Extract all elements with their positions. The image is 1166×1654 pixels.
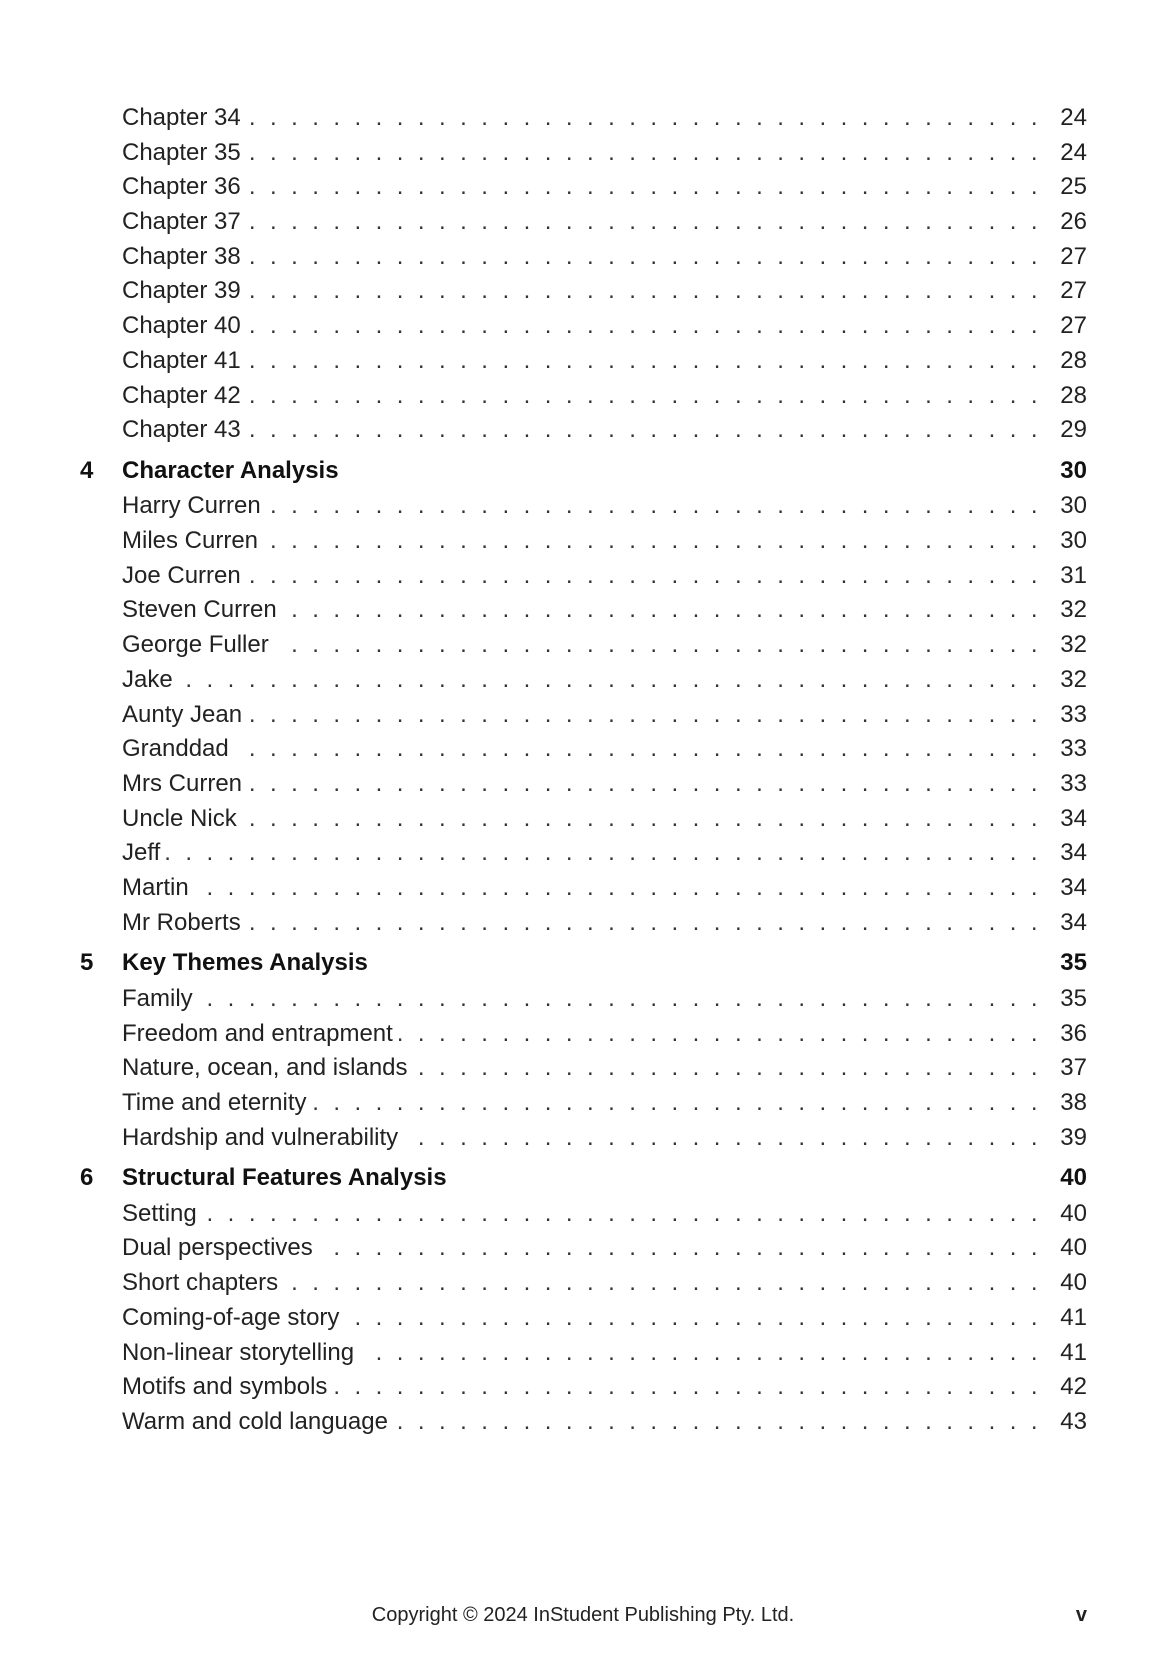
- toc-entry: [0, 593, 1166, 628]
- toc-page-number: 39: [1060, 1123, 1087, 1151]
- toc-section-heading: [0, 1160, 1166, 1197]
- toc-page-number: 40: [1060, 1234, 1087, 1262]
- toc-entry: [0, 698, 1166, 733]
- toc-title-text: Miles Curren: [122, 527, 264, 554]
- toc-title-text: Chapter 37: [122, 208, 247, 235]
- toc-entry: [0, 1266, 1166, 1301]
- toc-entry: [0, 379, 1166, 414]
- toc-entry: [0, 240, 1166, 275]
- toc-page-number: 40: [1060, 1269, 1087, 1297]
- toc-title-text: Character Analysis: [122, 457, 345, 484]
- toc-title-text: Coming-of-age story: [122, 1304, 345, 1331]
- toc-page-number: 42: [1060, 1373, 1087, 1401]
- toc-title-text: Chapter 43: [122, 416, 247, 443]
- toc-page-number: 34: [1060, 908, 1087, 936]
- toc-page-number: 35: [1060, 984, 1087, 1012]
- toc-title-text: George Fuller: [122, 631, 275, 658]
- toc-page-number: 33: [1060, 769, 1087, 797]
- toc-entry-title: [122, 906, 1041, 941]
- toc-entry-title: [122, 663, 1041, 698]
- toc-page-number: 36: [1060, 1019, 1087, 1047]
- toc-section-number: 4: [80, 456, 94, 484]
- toc-entry-title: [122, 524, 1041, 559]
- table-of-contents: [0, 101, 1166, 1440]
- toc-entry-title: [122, 1231, 1041, 1266]
- toc-title-text: Chapter 36: [122, 173, 247, 200]
- toc-entry-title: [122, 593, 1041, 628]
- toc-title-text: Chapter 40: [122, 312, 247, 339]
- toc-page-number: 28: [1060, 381, 1087, 409]
- toc-page-number: 43: [1060, 1407, 1087, 1435]
- toc-page-number: 25: [1060, 173, 1087, 201]
- toc-entry-title: [122, 205, 1041, 240]
- toc-title-text: Nature, ocean, and islands: [122, 1054, 414, 1081]
- toc-page-number: 37: [1060, 1054, 1087, 1082]
- toc-entry-title: [122, 1086, 1041, 1121]
- toc-page-number: 24: [1060, 138, 1087, 166]
- toc-entry: [0, 1121, 1166, 1156]
- toc-page-number: 32: [1060, 665, 1087, 693]
- toc-entry-title: [122, 170, 1041, 205]
- toc-page-number: 28: [1060, 346, 1087, 374]
- toc-page-number: 32: [1060, 596, 1087, 624]
- toc-title-text: Granddad: [122, 735, 235, 762]
- toc-entry-title: [122, 136, 1041, 171]
- toc-section-title: [122, 453, 1041, 490]
- toc-section-number: 6: [80, 1164, 94, 1192]
- toc-page-number: 41: [1060, 1303, 1087, 1331]
- toc-page-number: 34: [1060, 804, 1087, 832]
- toc-title-text: Chapter 39: [122, 277, 247, 304]
- toc-entry-title: [122, 871, 1041, 906]
- toc-page-number: 30: [1060, 492, 1087, 520]
- toc-page-number: 24: [1060, 104, 1087, 131]
- toc-page-number: 30: [1060, 527, 1087, 555]
- toc-entry-title: [122, 836, 1041, 871]
- toc-entry: [0, 767, 1166, 802]
- page-footer: [0, 1600, 1166, 1630]
- toc-page-number: 26: [1060, 208, 1087, 236]
- toc-page-number: 40: [1060, 1199, 1087, 1227]
- toc-entry: [0, 101, 1166, 136]
- toc-title-text: Family: [122, 985, 199, 1012]
- toc-entry: [0, 1405, 1166, 1440]
- toc-page-number: 32: [1060, 631, 1087, 659]
- toc-title-text: Non-linear storytelling: [122, 1339, 360, 1366]
- toc-entry-title: [122, 1336, 1041, 1371]
- toc-entry-title: [122, 1266, 1041, 1301]
- toc-title-text: Mr Roberts: [122, 909, 247, 936]
- toc-entry-title: [122, 767, 1041, 802]
- toc-entry: [0, 732, 1166, 767]
- toc-page-number: 33: [1060, 735, 1087, 763]
- toc-entry-title: [122, 698, 1041, 733]
- toc-page-number: 27: [1060, 312, 1087, 340]
- toc-title-text: Chapter 42: [122, 382, 247, 409]
- toc-section-title: [122, 945, 1041, 982]
- toc-page-number: 38: [1060, 1088, 1087, 1116]
- toc-entry: [0, 1370, 1166, 1405]
- toc-entry: [0, 1051, 1166, 1086]
- toc-entry-title: [122, 982, 1041, 1017]
- toc-entry: [0, 871, 1166, 906]
- toc-title-text: Mrs Curren: [122, 770, 248, 797]
- toc-entry: [0, 205, 1166, 240]
- toc-section-heading: [0, 945, 1166, 982]
- toc-page-number: 34: [1060, 873, 1087, 901]
- toc-title-text: Joe Curren: [122, 562, 247, 589]
- toc-entry-title: [122, 1197, 1041, 1232]
- toc-entry: [0, 906, 1166, 941]
- toc-entry: [0, 1197, 1166, 1232]
- toc-entry-title: [122, 309, 1041, 344]
- copyright-notice: Copyright © 2024 InStudent Publishing Pty. Ltd.: [371, 1604, 795, 1626]
- toc-entry: [0, 309, 1166, 344]
- toc-title-text: Motifs and symbols: [122, 1373, 333, 1400]
- toc-entry-title: [122, 732, 1041, 767]
- toc-page-number: 30: [1060, 456, 1087, 484]
- toc-entry: [0, 524, 1166, 559]
- toc-page-number: 31: [1060, 561, 1087, 589]
- toc-entry-title: [122, 1370, 1041, 1405]
- toc-entry: [0, 1336, 1166, 1371]
- toc-entry: [0, 274, 1166, 309]
- toc-title-text: Steven Curren: [122, 596, 283, 623]
- toc-entry: [0, 1086, 1166, 1121]
- footer-page-number: v: [1075, 1604, 1087, 1626]
- toc-title-text: Structural Features Analysis: [122, 1164, 453, 1191]
- toc-title-text: Chapter 34: [122, 104, 247, 131]
- toc-page-number: 34: [1060, 839, 1087, 867]
- toc-entry-title: [122, 101, 1041, 136]
- toc-section-title: [122, 1160, 1041, 1197]
- toc-entry: [0, 982, 1166, 1017]
- toc-title-text: Jeff: [122, 839, 166, 866]
- toc-title-text: Chapter 35: [122, 139, 247, 166]
- toc-entry: [0, 628, 1166, 663]
- toc-title-text: Setting: [122, 1200, 203, 1227]
- toc-entry: [0, 802, 1166, 837]
- toc-entry-title: [122, 1405, 1041, 1440]
- toc-entry: [0, 136, 1166, 171]
- toc-title-text: Harry Curren: [122, 492, 267, 519]
- toc-section-heading: [0, 453, 1166, 490]
- toc-title-text: Warm and cold language: [122, 1408, 394, 1435]
- toc-page-number: 41: [1060, 1338, 1087, 1366]
- toc-entry: [0, 413, 1166, 448]
- toc-page-number: 27: [1060, 242, 1087, 270]
- toc-entry-title: [122, 1017, 1041, 1052]
- toc-entry-title: [122, 240, 1041, 275]
- toc-title-text: Uncle Nick: [122, 805, 243, 832]
- toc-entry: [0, 1017, 1166, 1052]
- toc-entry-title: [122, 802, 1041, 837]
- toc-entry-title: [122, 413, 1041, 448]
- toc-section-number: 5: [80, 949, 94, 977]
- toc-entry: [0, 489, 1166, 524]
- toc-page-number: 33: [1060, 700, 1087, 728]
- toc-title-text: Martin: [122, 874, 195, 901]
- toc-entry-title: [122, 1051, 1041, 1086]
- toc-title-text: Jake: [122, 666, 179, 693]
- toc-entry: [0, 663, 1166, 698]
- toc-title-text: Chapter 41: [122, 347, 247, 374]
- toc-entry-title: [122, 379, 1041, 414]
- toc-title-text: Short chapters: [122, 1269, 284, 1296]
- toc-entry-title: [122, 559, 1041, 594]
- toc-title-text: Aunty Jean: [122, 701, 248, 728]
- toc-entry: [0, 559, 1166, 594]
- toc-entry-title: [122, 274, 1041, 309]
- toc-entry: [0, 1231, 1166, 1266]
- toc-title-text: Hardship and vulnerability: [122, 1124, 404, 1151]
- toc-title-text: Chapter 38: [122, 243, 247, 270]
- toc-page-number: 27: [1060, 277, 1087, 305]
- toc-entry-title: [122, 1301, 1041, 1336]
- toc-title-text: Time and eternity: [122, 1089, 313, 1116]
- toc-entry-title: [122, 628, 1041, 663]
- toc-entry-title: [122, 344, 1041, 379]
- toc-entry: [0, 344, 1166, 379]
- toc-page-number: 29: [1060, 416, 1087, 444]
- toc-entry: [0, 170, 1166, 205]
- toc-page-number: 35: [1060, 949, 1087, 977]
- toc-entry: [0, 1301, 1166, 1336]
- toc-entry: [0, 836, 1166, 871]
- toc-title-text: Dual perspectives: [122, 1234, 319, 1261]
- toc-title-text: Key Themes Analysis: [122, 949, 374, 976]
- toc-title-text: Freedom and entrapment: [122, 1020, 399, 1047]
- toc-entry-title: [122, 489, 1041, 524]
- toc-entry-title: [122, 1121, 1041, 1156]
- toc-page-number: 40: [1060, 1164, 1087, 1192]
